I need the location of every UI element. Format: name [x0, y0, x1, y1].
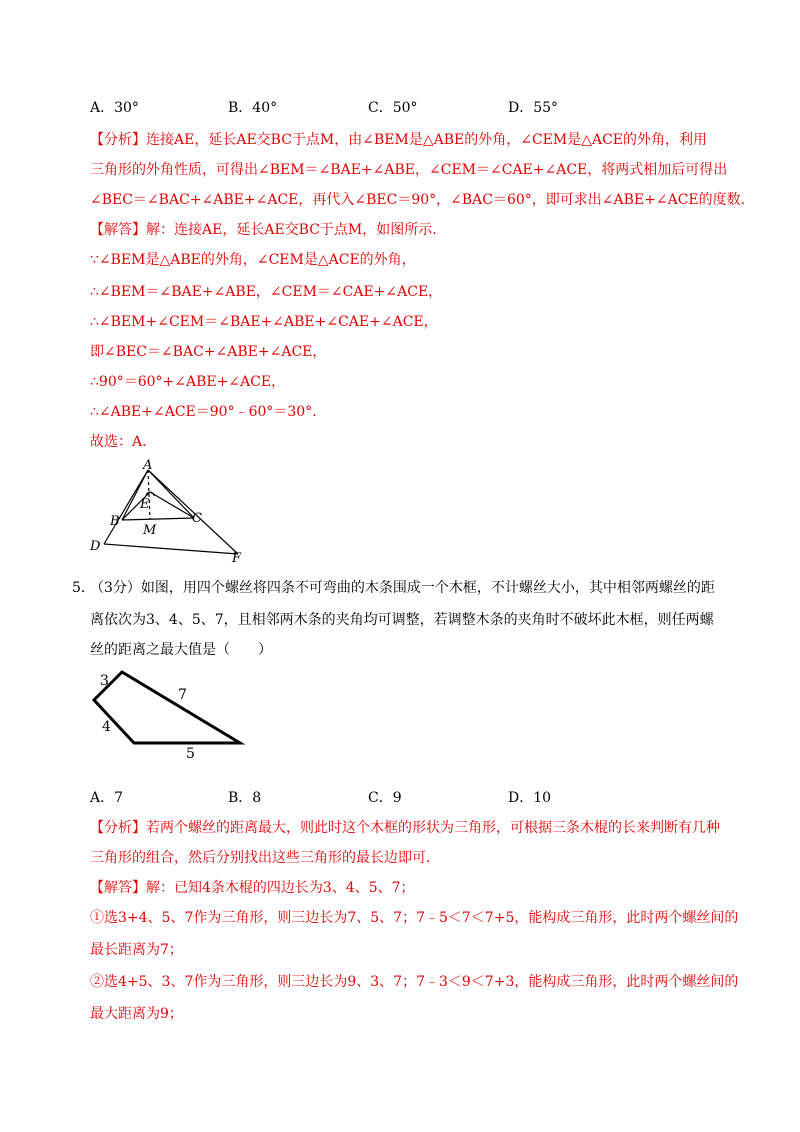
label-e: E: [140, 497, 150, 512]
q5-option-c: C．9: [368, 790, 402, 806]
label-side-4: 4: [102, 719, 111, 735]
q4-solution-line: ∴∠BEM+∠CEM＝∠BAE+∠ABE+∠CAE+∠ACE，: [90, 314, 438, 330]
q4-option-d: D．55°: [508, 100, 559, 116]
q4-solution-line: ∵∠BEM是△ABE的外角，∠CEM是△ACE的外角，: [90, 252, 416, 268]
segment-am-dashed: [148, 470, 150, 519]
segment-df: [104, 544, 238, 554]
q5-stem-line: 离依次为3、4、5、7，且相邻两木条的夹角均可调整，若调整木条的夹角时不破坏此木框，则任两螺: [90, 612, 714, 628]
label-side-7: 7: [178, 687, 187, 703]
label-a: A: [143, 458, 153, 473]
q4-analysis-line: 三角形的外角性质，可得出∠BEM＝∠BAE+∠ABE，∠CEM＝∠CAE+∠ACE，将两式相加后可得出: [90, 162, 728, 178]
q5-stem-line: （3分）如图，用四个螺丝将四条不可弯曲的木条围成一个木框，不计螺丝大小，其中相邻两螺丝的距: [90, 580, 715, 596]
label-side-3: 3: [100, 673, 109, 689]
label-b: B: [110, 514, 120, 529]
q4-option-c: C．50°: [368, 100, 418, 116]
q5-option-a: A．7: [90, 790, 124, 806]
q5-option-b: B．8: [228, 790, 262, 806]
q4-solution-line: 即∠BEC＝∠BAC+∠ABE+∠ACE，: [90, 344, 327, 360]
segment-ab: [122, 470, 148, 520]
q4-analysis-line: ∠BEC＝∠BAC+∠ABE+∠ACE，再代入∠BEC＝90°，∠BAC＝60°，即可求出∠ABE+∠ACE的度数.: [90, 192, 746, 208]
label-f: F: [232, 551, 242, 566]
q5-solution-line: 最大距离为9；: [90, 1006, 183, 1022]
q4-analysis-line: 【分析】连接AE，延长AE交BC于点M，由∠BEM是△ABE的外角，∠CEM是△ACE的外角，利用: [90, 132, 708, 148]
segment-ad: [104, 470, 148, 544]
q4-solution-line: ∴90°＝60°+∠ABE+∠ACE，: [90, 374, 286, 390]
label-side-5: 5: [186, 746, 195, 762]
segment-bc: [122, 518, 194, 520]
q5-stem-line: 丝的距离之最大值是（ ）: [90, 642, 272, 658]
q5-solution-line: ②选4+5、3、7作为三角形，则三边长为9、3、7；7﹣3＜9＜7+3，能构成三角形，此时两个螺丝间的: [90, 974, 739, 990]
q4-solution-line: ∴∠BEM＝∠BAE+∠ABE，∠CEM＝∠CAE+∠ACE，: [90, 284, 443, 300]
q5-analysis-line: 三角形的组合，然后分别找出这些三角形的最长边即可.: [90, 850, 431, 866]
label-d: D: [90, 539, 101, 554]
segment-af: [148, 470, 238, 554]
segment-be: [122, 492, 150, 520]
q4-option-b: B．40°: [228, 100, 278, 116]
q4-answer-line: 故选：A.: [90, 434, 147, 450]
q5-analysis-line: 【分析】若两个螺丝的距离最大，则此时这个木框的形状为三角形，可根据三条木棍的长来判断有几种: [90, 820, 720, 836]
right-angle-mark-e: [146, 492, 154, 496]
q5-number: 5．: [72, 580, 95, 596]
q4-option-a: A．30°: [90, 100, 139, 116]
segment-ce: [150, 492, 194, 518]
q5-solution-line: ①选3+4、5、7作为三角形，则三边长为7、5、7；7﹣5＜7＜7+5，能构成三角形，此时两个螺丝间的: [90, 910, 739, 926]
label-m: M: [143, 523, 157, 538]
wooden-frame: [94, 672, 240, 743]
q5-solution-line: 最长距离为7；: [90, 942, 183, 958]
q4-solution-line: 【解答】解：连接AE，延长AE交BC于点M，如图所示.: [90, 222, 437, 238]
label-c: C: [192, 511, 202, 526]
q5-solution-line: 【解答】解：已知4条木棍的四边长为3、4、5、7；: [90, 880, 415, 896]
segment-ac: [148, 470, 194, 518]
q5-option-d: D．10: [508, 790, 552, 806]
q4-solution-line: ∴∠ABE+∠ACE＝90°﹣60°＝30°.: [90, 404, 317, 420]
